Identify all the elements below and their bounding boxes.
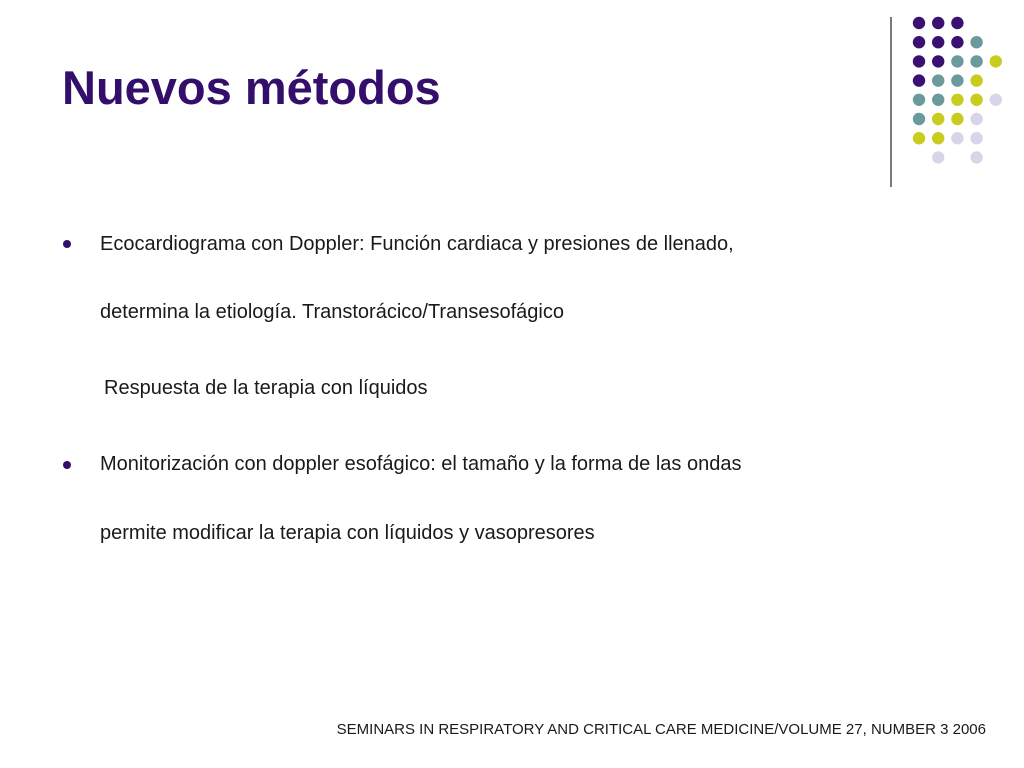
decorative-dot xyxy=(932,132,944,144)
decorative-dot xyxy=(913,74,925,86)
decorative-dot xyxy=(913,94,925,106)
bullet-marker-1 xyxy=(63,240,71,248)
decorative-dot xyxy=(951,132,963,144)
decorative-dot-grid xyxy=(905,12,1015,172)
decorative-dot xyxy=(932,151,944,163)
sub-line: Respuesta de la terapia con líquidos xyxy=(104,377,428,399)
decorative-dot xyxy=(970,36,982,48)
decorative-dot xyxy=(951,94,963,106)
decorative-dot xyxy=(913,113,925,125)
decorative-dot xyxy=(913,17,925,29)
slide-title: Nuevos métodos xyxy=(62,61,441,114)
decorative-dot xyxy=(990,94,1002,106)
decorative-dot xyxy=(990,55,1002,67)
citation-footer: SEMINARS IN RESPIRATORY AND CRITICAL CARE MEDICINE/VOLUME 27, NUMBER 3 2006 xyxy=(336,721,986,738)
decorative-dot xyxy=(951,36,963,48)
decorative-dot xyxy=(932,36,944,48)
decorative-dot xyxy=(951,55,963,67)
decorative-dot xyxy=(970,94,982,106)
bullet-2-line-1: Monitorización con doppler esofágico: el tamaño y la forma de las ondas xyxy=(100,453,742,475)
bullet-1-line-2: determina la etiología. Transtorácico/Transesofágico xyxy=(100,301,564,323)
decorative-dot xyxy=(932,113,944,125)
decorative-dot xyxy=(932,55,944,67)
title-divider xyxy=(890,17,892,187)
decorative-dot xyxy=(951,113,963,125)
bullet-1-line-1: Ecocardiograma con Doppler: Función cardiaca y presiones de llenado, xyxy=(100,233,734,255)
decorative-dot xyxy=(970,55,982,67)
decorative-dot xyxy=(932,74,944,86)
decorative-dot xyxy=(932,17,944,29)
decorative-dot xyxy=(913,55,925,67)
decorative-dot xyxy=(951,74,963,86)
bullet-marker-2 xyxy=(63,461,71,469)
decorative-dot xyxy=(970,132,982,144)
decorative-dot xyxy=(970,151,982,163)
decorative-dot xyxy=(913,36,925,48)
decorative-dot xyxy=(970,74,982,86)
decorative-dot xyxy=(951,17,963,29)
decorative-dot xyxy=(932,94,944,106)
bullet-2-line-2: permite modificar la terapia con líquidos y vasopresores xyxy=(100,522,595,544)
decorative-dot xyxy=(970,113,982,125)
decorative-dot xyxy=(913,132,925,144)
